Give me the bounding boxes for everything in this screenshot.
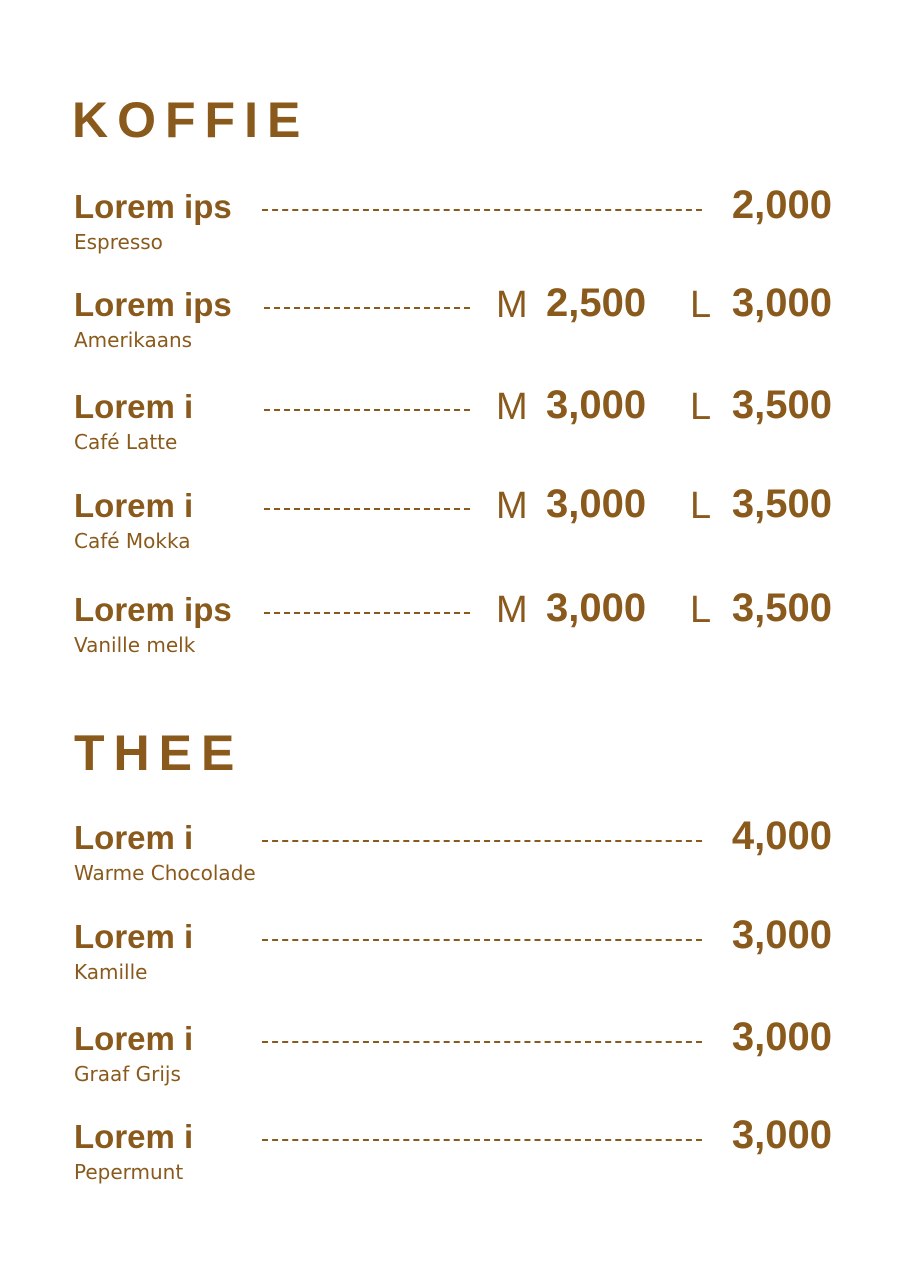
item-price: 3,000 bbox=[731, 913, 832, 957]
size-medium-label: M bbox=[496, 284, 528, 326]
item-name: Lorem i bbox=[74, 487, 194, 524]
item-name: Lorem ips bbox=[74, 286, 232, 323]
item-description: Café Latte bbox=[74, 430, 178, 454]
dotted-leader bbox=[264, 508, 470, 510]
section-title-thee: THEE bbox=[74, 725, 244, 781]
item-price: 4,000 bbox=[731, 814, 832, 858]
menu-item-kamille bbox=[74, 913, 834, 1007]
dotted-leader bbox=[264, 612, 470, 614]
price-large: 3,000 bbox=[731, 281, 832, 325]
item-price: 3,000 bbox=[731, 1015, 832, 1059]
menu-item-cafe-mokka bbox=[74, 482, 834, 576]
size-medium-label: M bbox=[496, 386, 528, 428]
price-medium: 3,000 bbox=[546, 586, 647, 630]
item-description: Warme Chocolade bbox=[74, 861, 256, 885]
dotted-leader bbox=[262, 209, 702, 211]
item-description: Kamille bbox=[74, 960, 148, 984]
dotted-leader bbox=[262, 1139, 702, 1141]
item-description: Espresso bbox=[74, 230, 163, 254]
dotted-leader bbox=[264, 409, 470, 411]
price-large: 3,500 bbox=[731, 383, 832, 427]
menu-item-pepermunt bbox=[74, 1113, 834, 1207]
size-medium-label: M bbox=[496, 485, 528, 527]
item-description: Pepermunt bbox=[74, 1160, 184, 1184]
item-description: Graaf Grijs bbox=[74, 1062, 181, 1086]
item-name: Lorem ips bbox=[74, 591, 232, 628]
item-name: Lorem i bbox=[74, 388, 194, 425]
dotted-leader bbox=[264, 307, 470, 309]
size-large-label: L bbox=[690, 284, 712, 326]
menu-item-warme-chocolade bbox=[74, 814, 834, 908]
price-large: 3,500 bbox=[731, 482, 832, 526]
section-title-koffie: KOFFIE bbox=[72, 92, 310, 148]
price-medium: 3,000 bbox=[546, 482, 647, 526]
menu-item-cafe-latte bbox=[74, 383, 834, 477]
dotted-leader bbox=[262, 1041, 702, 1043]
size-medium-label: M bbox=[496, 589, 528, 631]
item-name: Lorem i bbox=[74, 819, 194, 856]
item-name: Lorem i bbox=[74, 1020, 194, 1057]
size-large-label: L bbox=[690, 485, 712, 527]
item-name: Lorem i bbox=[74, 1118, 194, 1155]
item-name: Lorem i bbox=[74, 918, 194, 955]
price-large: 3,500 bbox=[731, 586, 832, 630]
item-price: 2,000 bbox=[731, 183, 832, 227]
menu-item-espresso bbox=[74, 183, 834, 277]
dotted-leader bbox=[262, 840, 702, 842]
item-description: Vanille melk bbox=[74, 633, 196, 657]
item-price: 3,000 bbox=[731, 1113, 832, 1157]
menu-item-amerikaans bbox=[74, 281, 834, 375]
item-name: Lorem ips bbox=[74, 188, 232, 225]
size-large-label: L bbox=[690, 386, 712, 428]
item-description: Café Mokka bbox=[74, 529, 191, 553]
dotted-leader bbox=[262, 939, 702, 941]
size-large-label: L bbox=[690, 589, 712, 631]
menu-item-vanille-melk bbox=[74, 586, 834, 680]
price-medium: 2,500 bbox=[546, 281, 647, 325]
item-description: Amerikaans bbox=[74, 328, 193, 352]
menu-item-graaf-grijs bbox=[74, 1015, 834, 1109]
price-medium: 3,000 bbox=[546, 383, 647, 427]
